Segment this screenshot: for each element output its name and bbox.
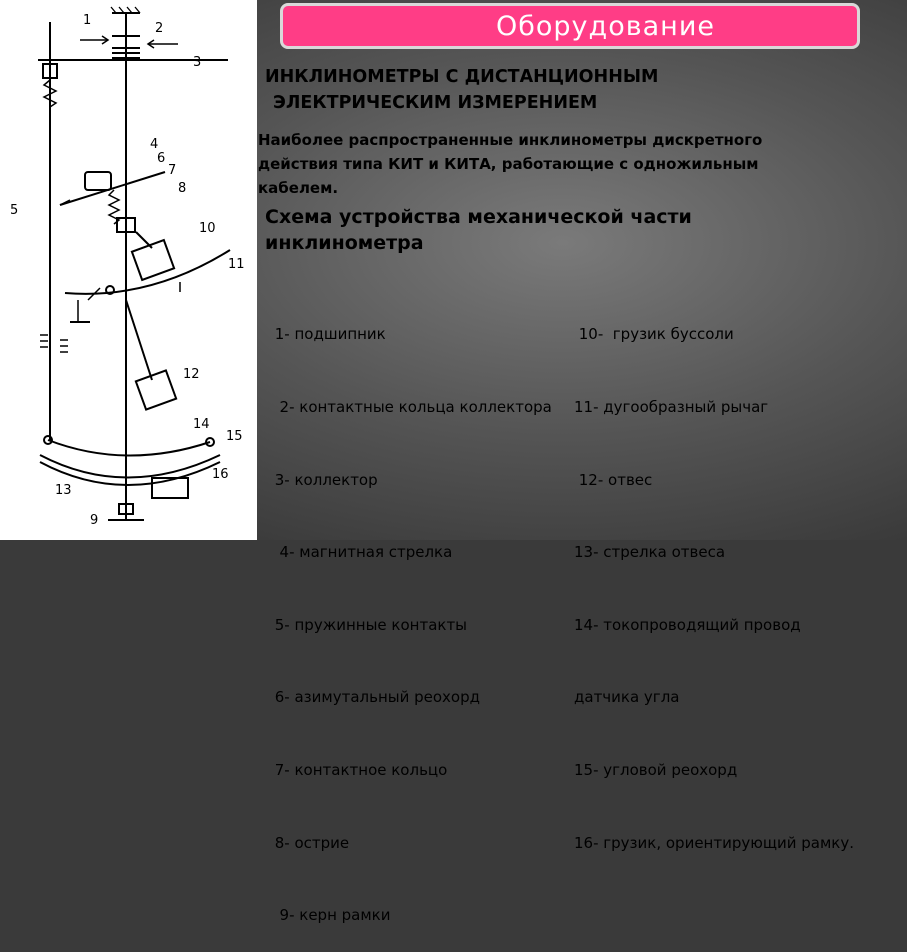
scheme-label-1: 1 (83, 13, 92, 28)
slide-title: Оборудование (496, 10, 715, 42)
scheme-label-9: 9 (90, 513, 99, 528)
legend-item: датчика угла (574, 688, 680, 707)
legend-item: 12- отвес (574, 470, 653, 489)
scheme-label-8: 8 (178, 181, 187, 196)
legend-item: 13- стрелка отвеса (574, 543, 726, 562)
subheading-line-1: Схема устройства механической части (265, 206, 692, 228)
intro-line-2: действия типа КИТ и КИТА, работающие с одножильным (258, 155, 759, 173)
intro-line-3: кабелем. (258, 179, 339, 197)
scheme-label-15: 15 (226, 429, 243, 444)
legend-item: 8- острие (270, 833, 350, 852)
heading-line-1: ИНКЛИНОМЕТРЫ С ДИСТАНЦИОННЫМ (265, 67, 659, 87)
scheme-label-11: 11 (228, 257, 245, 272)
scheme-labels (10, 13, 245, 528)
intro-text (258, 128, 898, 200)
scheme-label-16: 16 (212, 467, 229, 482)
heading-line-2: ЭЛЕКТРИЧЕСКИМ ИЗМЕРЕНИЕМ (273, 93, 598, 113)
legend-item: 3- коллектор (270, 470, 378, 489)
legend-item: 6- азимутальный реохорд (270, 688, 480, 707)
legend-item: 16- грузик, ориентирующий рамку. (574, 833, 854, 852)
subheading-line-2: инклинометра (265, 232, 424, 254)
scheme-subheading (265, 204, 692, 256)
scheme-drawing (0, 0, 257, 540)
scheme-label-7: 7 (168, 163, 177, 178)
legend-item: 5- пружинные контакты (270, 615, 468, 634)
scheme-label-12: 12 (183, 367, 200, 382)
scheme-label-2: 2 (155, 21, 164, 36)
legend-item: 1- подшипник (270, 325, 386, 344)
scheme-label-3: 3 (193, 55, 202, 70)
scheme-label-5: 5 (10, 203, 19, 218)
legend-item: 15- угловой реохорд (574, 760, 738, 779)
legend-item: 11- дугообразный рычаг (574, 398, 769, 416)
scheme-label-6: 6 (157, 151, 166, 166)
title-banner (280, 3, 860, 49)
legend-item: 7- контактное кольцо (270, 760, 448, 779)
scheme-label-10: 10 (199, 221, 216, 236)
legend-item: 10- грузик буссоли (574, 325, 734, 344)
inclinometer-scheme (0, 0, 257, 540)
legend-item: 14- токопроводящий провод (574, 615, 801, 634)
legend-item: 4- магнитная стрелка (270, 543, 453, 562)
legend-item: 2- контактные кольца коллектора (270, 398, 552, 416)
scheme-label-4: 4 (150, 137, 159, 152)
scheme-label-13: 13 (55, 483, 72, 498)
legend-item: 9- керн рамки (270, 906, 391, 925)
intro-line-1: Наиболее распространенные инклинометры дискретного (258, 131, 763, 149)
legend-left (270, 274, 552, 952)
legend-right (574, 274, 854, 879)
scheme-label-14: 14 (193, 417, 210, 432)
